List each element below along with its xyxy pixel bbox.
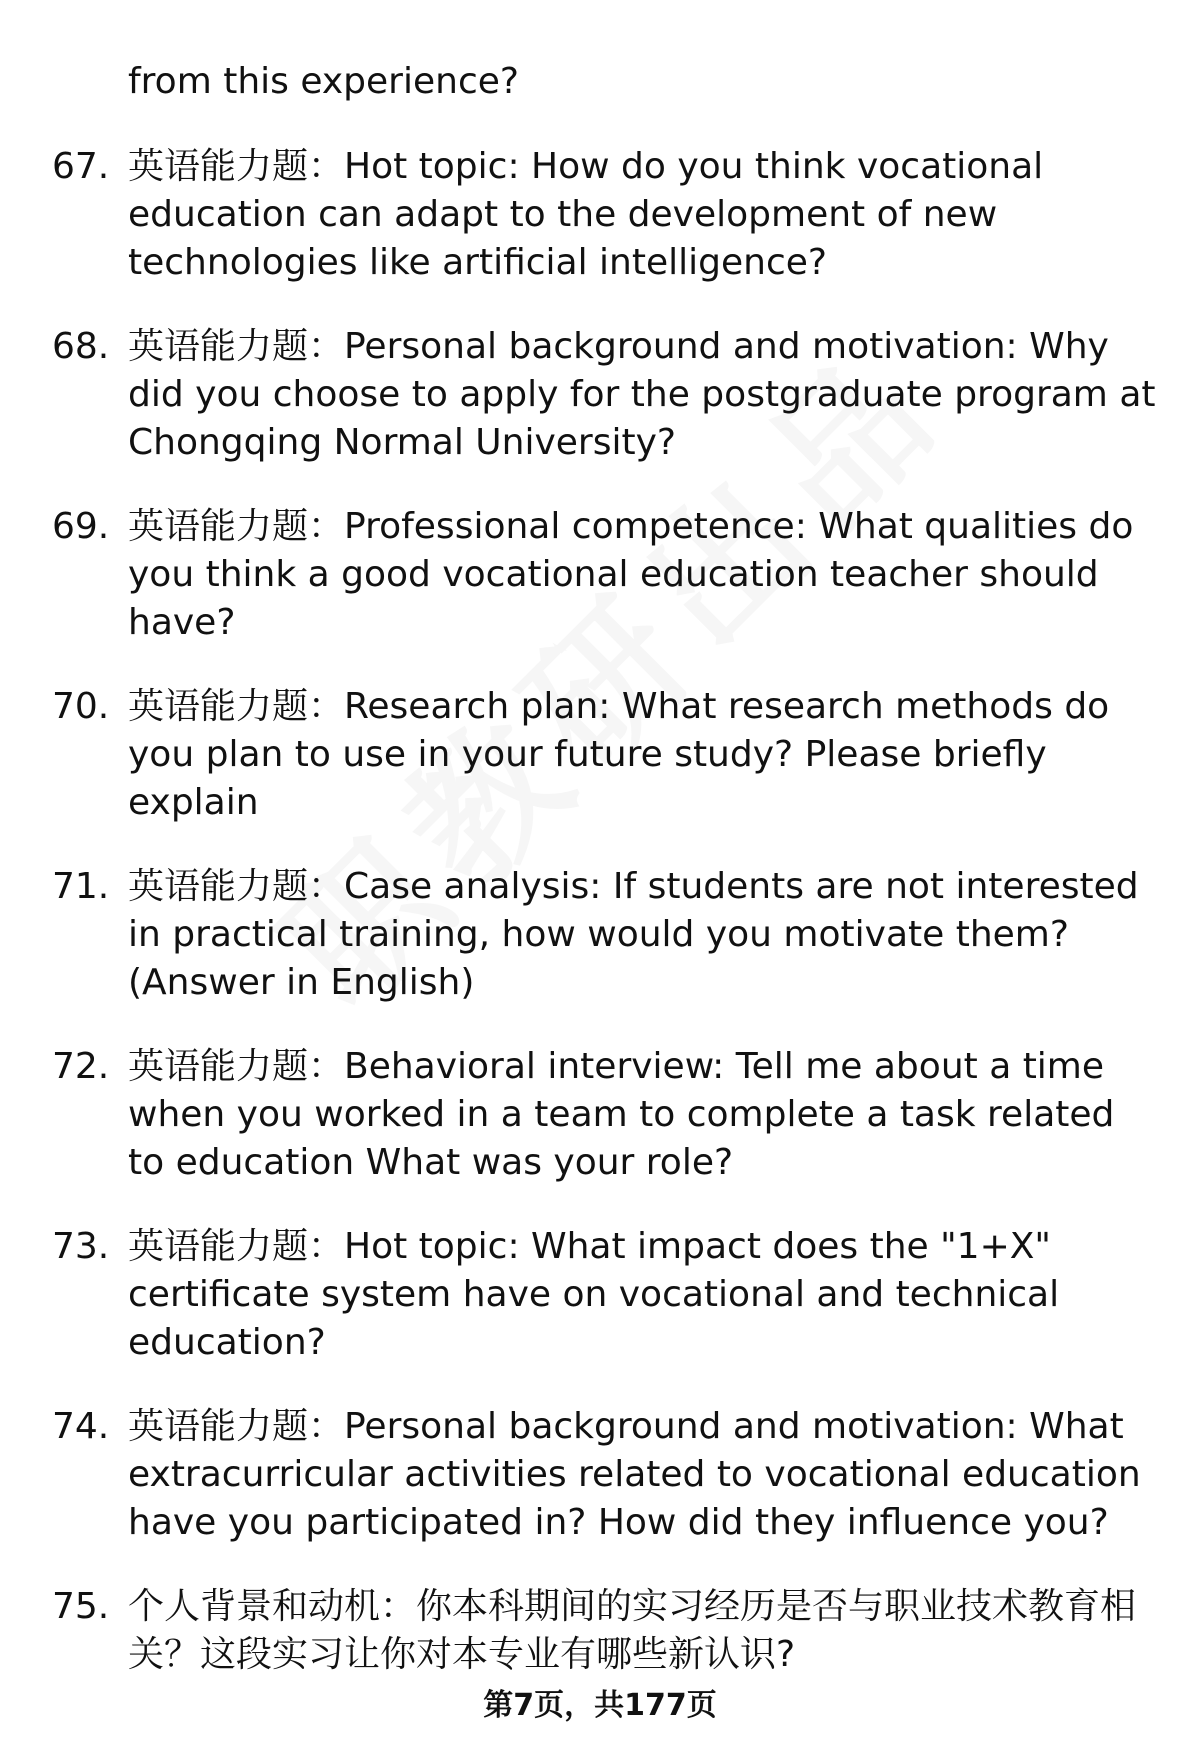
question-number: 72. bbox=[52, 1046, 110, 1087]
question-text: 英语能力题：Case analysis: If students are not interested in practical training, how would you motivate them? (Answer in English) bbox=[128, 866, 1139, 1003]
question-list bbox=[0, 143, 1200, 1715]
question-item bbox=[0, 683, 1200, 827]
question-item bbox=[0, 503, 1200, 647]
question-number: 69. bbox=[52, 506, 110, 547]
continued-question-text: from this experience? bbox=[128, 61, 519, 102]
question-number: 74. bbox=[52, 1406, 110, 1447]
question-item bbox=[0, 1403, 1200, 1547]
question-item bbox=[0, 1583, 1200, 1679]
question-text: 英语能力题：Professional competence: What qualities do you think a good vocational education teacher should have? bbox=[128, 506, 1134, 643]
question-text: 英语能力题：Research plan: What research methods do you plan to use in your future study? Please briefly explain bbox=[128, 686, 1110, 823]
question-number: 67. bbox=[52, 146, 110, 187]
question-item bbox=[0, 863, 1200, 1007]
question-number: 71. bbox=[52, 866, 110, 907]
question-text: 英语能力题：Personal background and motivation: What extracurricular activities related to vocational education have you participated in? How did they influence you? bbox=[128, 1406, 1141, 1543]
question-item bbox=[0, 323, 1200, 467]
question-text: 个人背景和动机：你本科期间的实习经历是否与职业技术教育相关？这段实习让你对本专业有哪些新认识? bbox=[128, 1586, 1137, 1675]
question-text: 英语能力题：Hot topic: What impact does the "1+X" certificate system have on vocational and technical education? bbox=[128, 1226, 1060, 1363]
question-number: 75. bbox=[52, 1586, 110, 1627]
question-item bbox=[0, 1223, 1200, 1367]
question-number: 73. bbox=[52, 1226, 110, 1267]
question-item bbox=[0, 1043, 1200, 1187]
question-number: 70. bbox=[52, 686, 110, 727]
question-number: 68. bbox=[52, 326, 110, 367]
page-footer: 第7页，共177页 bbox=[483, 1688, 717, 1723]
question-text: 英语能力题：Personal background and motivation: Why did you choose to apply for the postgraduate program at Chongqing Normal University? bbox=[128, 326, 1156, 463]
question-text: 英语能力题：Behavioral interview: Tell me about a time when you worked in a team to complete a task related to education What was your role? bbox=[128, 1046, 1115, 1183]
question-item bbox=[0, 143, 1200, 287]
question-text: 英语能力题：Hot topic: How do you think vocational education can adapt to the development of new technologies like artificial intelligence? bbox=[128, 146, 1044, 283]
